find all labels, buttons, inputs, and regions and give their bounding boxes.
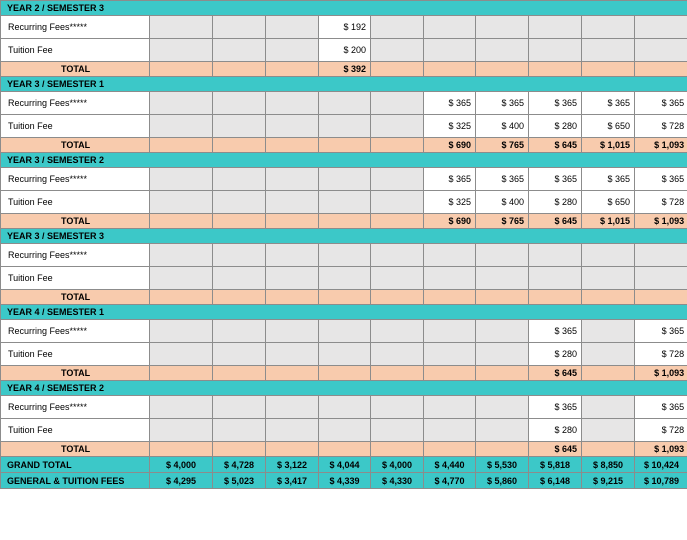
tuition-amount-cell: $ 728 (635, 115, 687, 138)
recurring-label: Recurring Fees***** (1, 168, 150, 191)
tuition-amount-cell (476, 267, 529, 290)
recurring-amount-cell (213, 168, 266, 191)
recurring-amount-cell: $ 365 (635, 320, 687, 343)
recurring-amount-cell (213, 244, 266, 267)
total-amount-cell: $ 765 (476, 138, 529, 153)
recurring-amount-cell (319, 244, 371, 267)
total-amount-cell (635, 290, 687, 305)
tuition-amount-cell (150, 419, 213, 442)
recurring-amount-cell (150, 320, 213, 343)
total-row (1, 214, 687, 229)
total-amount-cell: $ 645 (529, 366, 582, 381)
recurring-amount-cell (150, 244, 213, 267)
recurring-label: Recurring Fees***** (1, 244, 150, 267)
total-amount-cell (529, 290, 582, 305)
total-amount-cell (635, 62, 687, 77)
recurring-amount-cell (319, 92, 371, 115)
general-tuition-fees-amount-cell: $ 4,295 (150, 473, 213, 489)
tuition-amount-cell (319, 191, 371, 214)
tuition-amount-cell (319, 419, 371, 442)
total-row (1, 366, 687, 381)
fee-table-body (1, 1, 687, 489)
section-header: YEAR 3 / SEMESTER 2 (1, 153, 687, 168)
section-header-row (1, 153, 687, 168)
tuition-amount-cell (319, 115, 371, 138)
tuition-amount-cell (266, 39, 319, 62)
section-header-row (1, 305, 687, 320)
tuition-amount-cell (150, 115, 213, 138)
recurring-amount-cell (424, 16, 476, 39)
section-header: YEAR 3 / SEMESTER 3 (1, 229, 687, 244)
recurring-fees-row (1, 244, 687, 267)
recurring-amount-cell (371, 244, 424, 267)
general-tuition-fees-amount-cell: $ 4,330 (371, 473, 424, 489)
tuition-amount-cell (424, 267, 476, 290)
tuition-amount-cell (150, 39, 213, 62)
tuition-label: Tuition Fee (1, 419, 150, 442)
recurring-amount-cell (213, 320, 266, 343)
grand-total-amount-cell: $ 10,424 (635, 457, 687, 473)
recurring-amount-cell (213, 16, 266, 39)
tuition-amount-cell: $ 728 (635, 419, 687, 442)
total-amount-cell (371, 62, 424, 77)
total-amount-cell: $ 645 (529, 138, 582, 153)
tuition-amount-cell (582, 343, 635, 366)
recurring-amount-cell (150, 168, 213, 191)
total-amount-cell (150, 214, 213, 229)
general-tuition-fees-amount-cell: $ 6,148 (529, 473, 582, 489)
recurring-amount-cell (266, 92, 319, 115)
recurring-label: Recurring Fees***** (1, 320, 150, 343)
recurring-amount-cell: $ 365 (529, 396, 582, 419)
recurring-label: Recurring Fees***** (1, 396, 150, 419)
total-amount-cell (319, 138, 371, 153)
tuition-amount-cell: $ 728 (635, 191, 687, 214)
recurring-fees-row (1, 92, 687, 115)
tuition-amount-cell: $ 325 (424, 115, 476, 138)
total-amount-cell (266, 290, 319, 305)
total-amount-cell: $ 1,093 (635, 366, 687, 381)
recurring-amount-cell (213, 396, 266, 419)
tuition-label: Tuition Fee (1, 115, 150, 138)
tuition-amount-cell: $ 200 (319, 39, 371, 62)
total-amount-cell (213, 290, 266, 305)
tuition-amount-cell (319, 343, 371, 366)
total-amount-cell: $ 1,093 (635, 138, 687, 153)
recurring-fees-row (1, 16, 687, 39)
tuition-amount-cell (150, 191, 213, 214)
total-amount-cell: $ 690 (424, 138, 476, 153)
grand-total-amount-cell: $ 4,000 (150, 457, 213, 473)
recurring-amount-cell (635, 244, 687, 267)
tuition-amount-cell (371, 115, 424, 138)
tuition-amount-cell (213, 267, 266, 290)
tuition-label: Tuition Fee (1, 191, 150, 214)
total-amount-cell (213, 62, 266, 77)
total-row (1, 138, 687, 153)
tuition-amount-cell (266, 191, 319, 214)
section-header: YEAR 2 / SEMESTER 3 (1, 1, 687, 16)
recurring-amount-cell (476, 320, 529, 343)
general-tuition-fees-amount-cell: $ 4,339 (319, 473, 371, 489)
recurring-fees-row (1, 396, 687, 419)
total-amount-cell: $ 1,093 (635, 442, 687, 457)
total-label: TOTAL (1, 214, 150, 229)
recurring-amount-cell: $ 192 (319, 16, 371, 39)
recurring-amount-cell (150, 92, 213, 115)
tuition-amount-cell (213, 115, 266, 138)
recurring-amount-cell: $ 365 (424, 92, 476, 115)
tuition-amount-cell (266, 267, 319, 290)
total-label: TOTAL (1, 138, 150, 153)
tuition-amount-cell: $ 280 (529, 343, 582, 366)
recurring-amount-cell (582, 244, 635, 267)
tuition-amount-cell: $ 400 (476, 115, 529, 138)
recurring-amount-cell (266, 16, 319, 39)
general-tuition-fees-amount-cell: $ 9,215 (582, 473, 635, 489)
tuition-amount-cell: $ 400 (476, 191, 529, 214)
recurring-amount-cell (424, 396, 476, 419)
tuition-amount-cell (266, 419, 319, 442)
total-label: TOTAL (1, 442, 150, 457)
general-tuition-fees-label: GENERAL & TUITION FEES (1, 473, 150, 489)
total-amount-cell (266, 442, 319, 457)
total-amount-cell (213, 214, 266, 229)
tuition-amount-cell (371, 191, 424, 214)
tuition-amount-cell (213, 191, 266, 214)
general-tuition-fees-row (1, 473, 687, 489)
total-label: TOTAL (1, 366, 150, 381)
general-tuition-fees-amount-cell: $ 3,417 (266, 473, 319, 489)
section-header: YEAR 4 / SEMESTER 1 (1, 305, 687, 320)
grand-total-label: GRAND TOTAL (1, 457, 150, 473)
tuition-amount-cell (213, 39, 266, 62)
recurring-amount-cell (213, 92, 266, 115)
section-header: YEAR 4 / SEMESTER 2 (1, 381, 687, 396)
total-amount-cell (150, 442, 213, 457)
total-amount-cell (582, 290, 635, 305)
total-amount-cell (476, 290, 529, 305)
grand-total-amount-cell: $ 8,850 (582, 457, 635, 473)
recurring-amount-cell (582, 320, 635, 343)
recurring-amount-cell: $ 365 (635, 92, 687, 115)
general-tuition-fees-amount-cell: $ 5,023 (213, 473, 266, 489)
total-amount-cell: $ 392 (319, 62, 371, 77)
tuition-amount-cell (266, 115, 319, 138)
recurring-amount-cell (582, 396, 635, 419)
total-amount-cell (582, 366, 635, 381)
total-amount-cell (213, 138, 266, 153)
section-header-row (1, 77, 687, 92)
section-header: YEAR 3 / SEMESTER 1 (1, 77, 687, 92)
total-amount-cell (424, 290, 476, 305)
total-amount-cell (582, 442, 635, 457)
tuition-fee-row (1, 191, 687, 214)
tuition-amount-cell: $ 280 (529, 191, 582, 214)
recurring-amount-cell (476, 244, 529, 267)
total-amount-cell (371, 214, 424, 229)
tuition-amount-cell: $ 280 (529, 115, 582, 138)
general-tuition-fees-amount-cell: $ 10,789 (635, 473, 687, 489)
tuition-amount-cell (424, 39, 476, 62)
tuition-amount-cell (371, 39, 424, 62)
tuition-amount-cell (582, 419, 635, 442)
recurring-amount-cell (424, 320, 476, 343)
recurring-amount-cell (476, 396, 529, 419)
recurring-amount-cell: $ 365 (476, 168, 529, 191)
recurring-amount-cell (319, 396, 371, 419)
total-amount-cell (476, 442, 529, 457)
tuition-amount-cell (424, 419, 476, 442)
tuition-amount-cell (150, 267, 213, 290)
tuition-amount-cell: $ 650 (582, 191, 635, 214)
recurring-amount-cell: $ 365 (476, 92, 529, 115)
total-row (1, 62, 687, 77)
grand-total-amount-cell: $ 4,000 (371, 457, 424, 473)
tuition-label: Tuition Fee (1, 39, 150, 62)
tuition-amount-cell: $ 650 (582, 115, 635, 138)
section-header-row (1, 381, 687, 396)
total-amount-cell (424, 62, 476, 77)
tuition-amount-cell (266, 343, 319, 366)
recurring-amount-cell: $ 365 (529, 92, 582, 115)
total-amount-cell (319, 290, 371, 305)
recurring-amount-cell (150, 16, 213, 39)
tuition-amount-cell (371, 267, 424, 290)
recurring-amount-cell: $ 365 (635, 168, 687, 191)
tuition-amount-cell (371, 419, 424, 442)
total-amount-cell (529, 62, 582, 77)
total-amount-cell: $ 1,015 (582, 214, 635, 229)
total-amount-cell (213, 366, 266, 381)
tuition-amount-cell: $ 325 (424, 191, 476, 214)
recurring-amount-cell (582, 16, 635, 39)
recurring-fees-row (1, 168, 687, 191)
recurring-label: Recurring Fees***** (1, 92, 150, 115)
total-amount-cell: $ 1,093 (635, 214, 687, 229)
total-amount-cell (371, 138, 424, 153)
recurring-amount-cell: $ 365 (635, 396, 687, 419)
tuition-amount-cell (371, 343, 424, 366)
total-row (1, 442, 687, 457)
recurring-amount-cell (371, 320, 424, 343)
total-label: TOTAL (1, 62, 150, 77)
recurring-amount-cell: $ 365 (529, 320, 582, 343)
tuition-label: Tuition Fee (1, 267, 150, 290)
tuition-fee-row (1, 343, 687, 366)
tuition-amount-cell (424, 343, 476, 366)
total-amount-cell: $ 645 (529, 214, 582, 229)
tuition-amount-cell (529, 267, 582, 290)
total-amount-cell (150, 290, 213, 305)
recurring-fees-row (1, 320, 687, 343)
total-amount-cell (150, 62, 213, 77)
total-amount-cell (150, 366, 213, 381)
recurring-amount-cell: $ 365 (582, 168, 635, 191)
section-header-row (1, 229, 687, 244)
recurring-amount-cell (424, 244, 476, 267)
recurring-amount-cell (476, 16, 529, 39)
total-amount-cell (476, 366, 529, 381)
total-amount-cell (582, 62, 635, 77)
total-amount-cell (319, 214, 371, 229)
total-amount-cell (371, 366, 424, 381)
grand-total-amount-cell: $ 4,440 (424, 457, 476, 473)
total-amount-cell (319, 442, 371, 457)
recurring-amount-cell (371, 16, 424, 39)
total-amount-cell (319, 366, 371, 381)
total-amount-cell: $ 645 (529, 442, 582, 457)
recurring-amount-cell (266, 168, 319, 191)
recurring-label: Recurring Fees***** (1, 16, 150, 39)
tuition-amount-cell (476, 39, 529, 62)
recurring-amount-cell (529, 16, 582, 39)
tuition-amount-cell (476, 419, 529, 442)
section-header-row (1, 1, 687, 16)
tuition-amount-cell (150, 343, 213, 366)
total-amount-cell (150, 138, 213, 153)
total-row (1, 290, 687, 305)
tuition-fee-row (1, 419, 687, 442)
total-amount-cell: $ 1,015 (582, 138, 635, 153)
tuition-amount-cell (582, 39, 635, 62)
grand-total-amount-cell: $ 4,728 (213, 457, 266, 473)
total-amount-cell (266, 214, 319, 229)
tuition-fee-row (1, 115, 687, 138)
recurring-amount-cell (319, 320, 371, 343)
total-amount-cell: $ 690 (424, 214, 476, 229)
tuition-amount-cell: $ 728 (635, 343, 687, 366)
recurring-amount-cell (266, 244, 319, 267)
total-amount-cell (266, 138, 319, 153)
tuition-amount-cell: $ 280 (529, 419, 582, 442)
tuition-amount-cell (582, 267, 635, 290)
recurring-amount-cell: $ 365 (582, 92, 635, 115)
tuition-amount-cell (213, 419, 266, 442)
tuition-amount-cell (635, 39, 687, 62)
tuition-fee-row (1, 39, 687, 62)
total-label: TOTAL (1, 290, 150, 305)
total-amount-cell (424, 366, 476, 381)
total-amount-cell (476, 62, 529, 77)
tuition-amount-cell (529, 39, 582, 62)
tuition-amount-cell (319, 267, 371, 290)
grand-total-amount-cell: $ 5,818 (529, 457, 582, 473)
recurring-amount-cell (319, 168, 371, 191)
recurring-amount-cell (266, 396, 319, 419)
tuition-fee-row (1, 267, 687, 290)
tuition-amount-cell (635, 267, 687, 290)
grand-total-amount-cell: $ 4,044 (319, 457, 371, 473)
recurring-amount-cell (529, 244, 582, 267)
grand-total-amount-cell: $ 3,122 (266, 457, 319, 473)
recurring-amount-cell: $ 365 (424, 168, 476, 191)
recurring-amount-cell (635, 16, 687, 39)
recurring-amount-cell (371, 396, 424, 419)
tuition-label: Tuition Fee (1, 343, 150, 366)
tuition-amount-cell (213, 343, 266, 366)
grand-total-amount-cell: $ 5,530 (476, 457, 529, 473)
recurring-amount-cell: $ 365 (529, 168, 582, 191)
recurring-amount-cell (150, 396, 213, 419)
total-amount-cell: $ 765 (476, 214, 529, 229)
general-tuition-fees-amount-cell: $ 4,770 (424, 473, 476, 489)
total-amount-cell (213, 442, 266, 457)
general-tuition-fees-amount-cell: $ 5,860 (476, 473, 529, 489)
tuition-amount-cell (476, 343, 529, 366)
total-amount-cell (266, 62, 319, 77)
total-amount-cell (424, 442, 476, 457)
total-amount-cell (371, 290, 424, 305)
recurring-amount-cell (266, 320, 319, 343)
total-amount-cell (266, 366, 319, 381)
recurring-amount-cell (371, 168, 424, 191)
recurring-amount-cell (371, 92, 424, 115)
grand-total-row (1, 457, 687, 473)
total-amount-cell (371, 442, 424, 457)
